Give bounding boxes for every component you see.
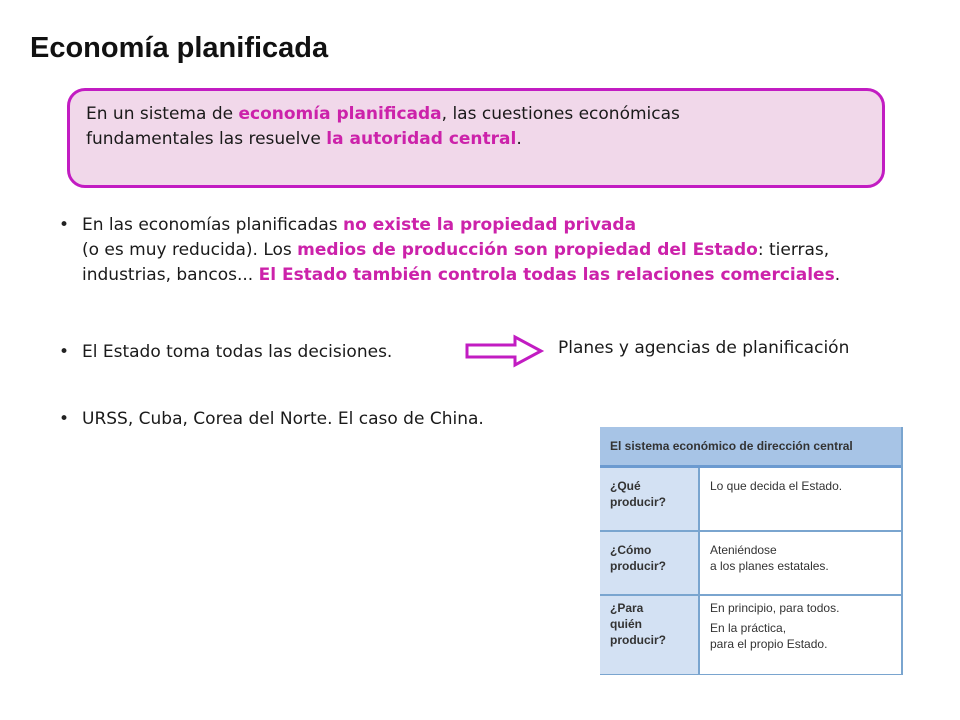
bullet-text: En las economías planificadas xyxy=(82,215,344,235)
bullet-examples: • URSS, Cuba, Corea del Norte. El caso de China. xyxy=(82,407,902,432)
answer-text: Ateniéndose xyxy=(710,542,777,557)
answer-cell xyxy=(699,467,901,531)
answer-text: En la práctica, xyxy=(710,620,787,635)
table-row xyxy=(600,531,901,595)
bullet-private-property xyxy=(82,213,902,288)
question-cell xyxy=(600,595,699,674)
bullet-state-decides: • El Estado toma todas las decisiones. xyxy=(82,340,902,365)
right-arrow-icon xyxy=(465,334,545,368)
question-text: ¿Qué xyxy=(610,479,641,493)
central-planning-table xyxy=(600,427,903,675)
question-text: ¿Cómo xyxy=(610,542,652,557)
table-row xyxy=(600,595,901,674)
table-row xyxy=(600,467,901,531)
callout-highlight: la autoridad central xyxy=(326,129,517,149)
answer-text: para el propio Estado. xyxy=(710,636,828,651)
callout-text: fundamentales las resuelve xyxy=(86,129,327,149)
bullet-highlight: medios de producción son propiedad del Estado xyxy=(297,240,758,260)
question-text: ¿Para xyxy=(610,600,644,615)
callout-text: En un sistema de xyxy=(86,104,239,124)
bullet-highlight: El Estado también controla todas las relaciones comerciales xyxy=(258,265,835,285)
table xyxy=(600,427,901,674)
question-text: producir? xyxy=(610,495,666,509)
bullet-text: . xyxy=(834,265,841,285)
callout-highlight: economía planificada xyxy=(238,104,442,124)
answer-text: a los planes estatales. xyxy=(710,558,829,573)
question-text: producir? xyxy=(610,558,666,573)
bullet-text: industrias, bancos... xyxy=(82,265,259,285)
callout-text: . xyxy=(516,129,522,149)
answer-cell xyxy=(699,595,901,674)
question-text: producir? xyxy=(610,632,666,647)
bullet-highlight: no existe la propiedad privada xyxy=(343,215,637,235)
answer-cell xyxy=(699,531,901,595)
answer-text: En principio, para todos. xyxy=(710,600,840,615)
question-cell xyxy=(600,467,699,531)
table-header-row xyxy=(600,427,901,467)
bullet-text: : tierras, xyxy=(757,240,830,260)
answer-text: Lo que decida el Estado. xyxy=(710,479,843,493)
table-header: El sistema económico de dirección central xyxy=(600,427,901,467)
callout-text: , las cuestiones económicas xyxy=(441,104,680,124)
question-text: quién xyxy=(610,616,642,631)
question-cell xyxy=(600,531,699,595)
arrow-label: Planes y agencias de planificación xyxy=(558,338,850,358)
page-title: Economía planificada xyxy=(30,32,329,64)
definition-callout xyxy=(67,88,885,188)
bullet-text: (o es muy reducida). Los xyxy=(82,240,298,260)
